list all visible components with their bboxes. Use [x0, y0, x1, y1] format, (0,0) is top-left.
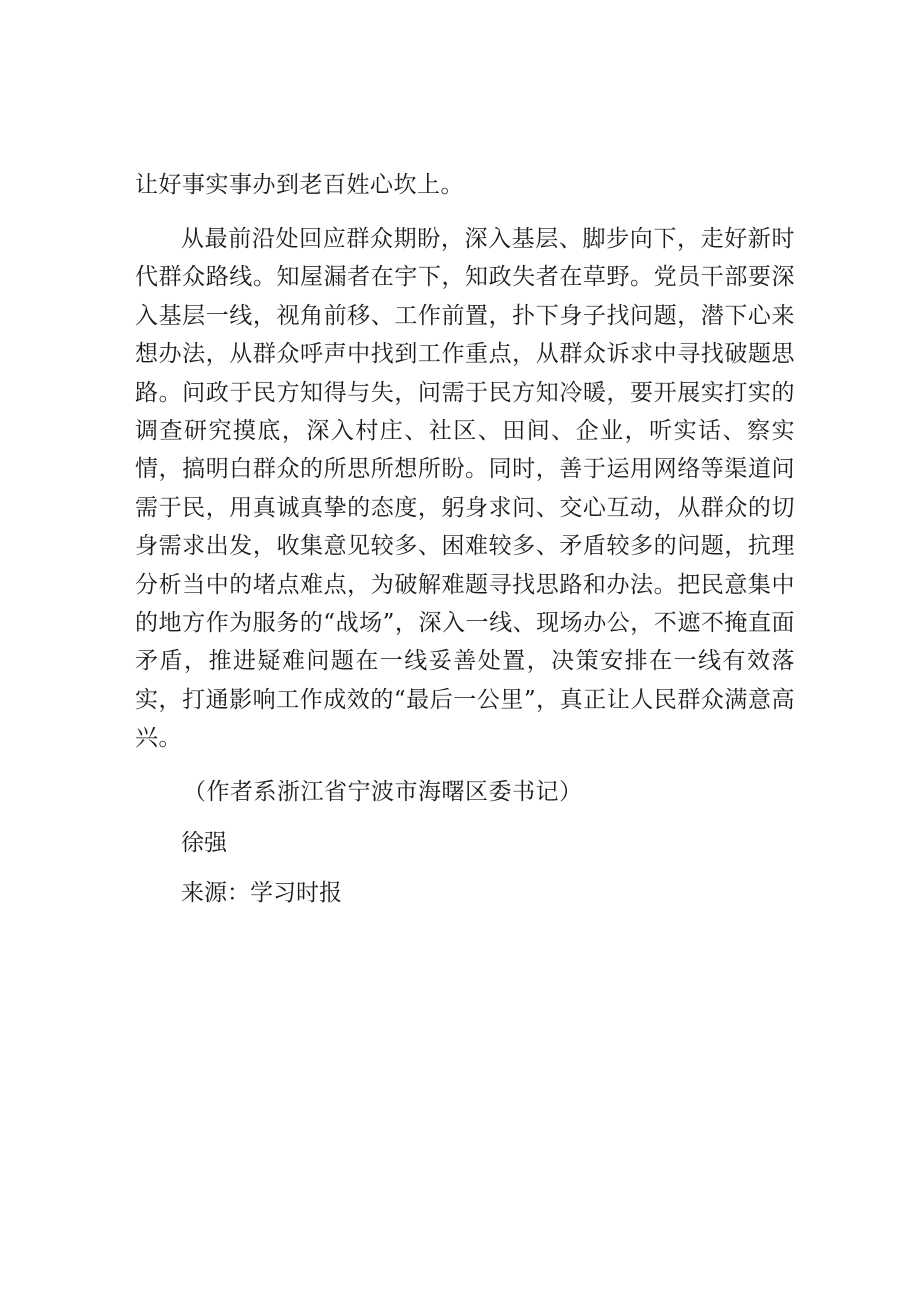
- continuation-paragraph: 让好事实事办到老百姓心坎上。: [135, 172, 464, 198]
- body-paragraph: 从最前沿处回应群众期盼，深入基层、脚步向下，走好新时代群众路线。知屋漏者在宇下，知政失者在草野。党员干部要深入基层一线，视角前移、工作前置，扑下身子找问题，潜下心来想办法，从群众呼声中找到工作重点，从群众诉求中寻找破题思路。问政于民方知得与失，问需于民方知冷暖，要开展实打实的调查研究摸底，深入村庄、社区、田间、企业，听实话、察实情，搞明白群众的所思所想所盼。同时，善于运用网络等渠道问需于民，用真诚真挚的态度，躬身求问、交心互动，从群众的切身需求出发，收集意见较多、困难较多、矛盾较多的问题，抗理分析当中的堵点难点，为破解难题寻找思路和办法。把民意集中的地方作为服务的“战场”，深入一线、现场办公，不遮不掩直面矛盾，推进疑难问题在一线妥善处置，决策安排在一线有效落实，打通影响工作成效的“最后一公里”，真正让人民群众满意高兴。: [135, 226, 795, 752]
- source-line: 来源：学习时报: [181, 880, 342, 906]
- author-name: 徐强: [181, 830, 227, 856]
- author-byline: （作者系浙江省宁波市海曙区委书记）: [183, 779, 583, 805]
